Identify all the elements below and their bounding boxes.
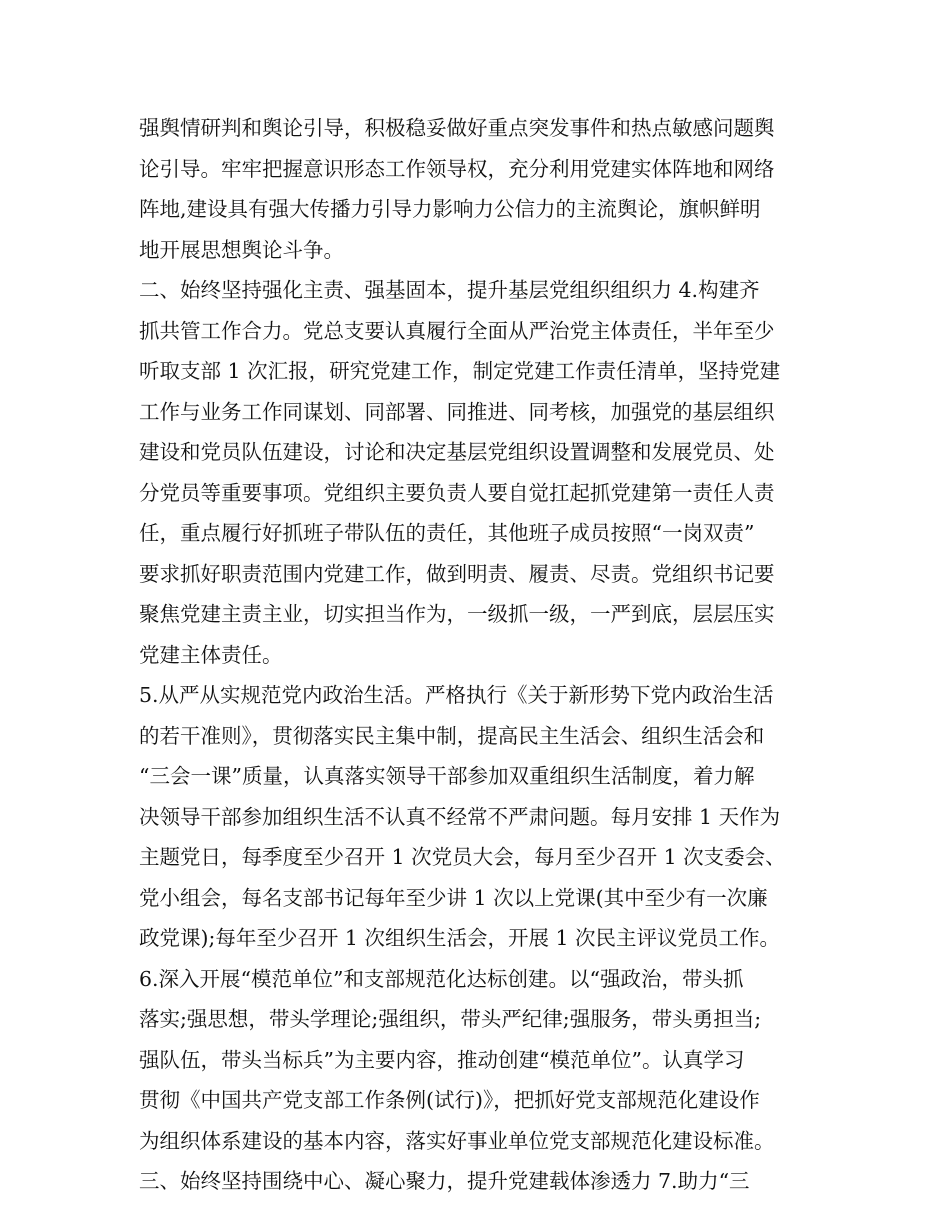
text-line: 落实;强思想，带头学理论;强组织，带头严纪律;强服务，带头勇担当; [139,1007,762,1031]
text-line: 听取支部 1 次汇报，研究党建工作，制定党建工作责任清单，坚持党建 [139,359,781,383]
text-line: 二、始终坚持强化主责、强基固本，提升基层党组织组织力 4.构建齐 [139,278,760,302]
text-line: 决领导干部参加组织生活不认真不经常不严肃问题。每月安排 1 天作为 [139,804,781,829]
text-line: 三、始终坚持围绕中心、凝心聚力，提升党建载体渗透力 7.助力“三 [139,1169,750,1193]
document-body [139,108,819,1202]
text-line: “三会一课”质量，认真落实领导干部参加双重组织生活制度，着力解 [139,764,755,788]
text-line: 阵地,建设具有强大传播力引导力影响力公信力的主流舆论，旗帜鲜明 [139,197,761,221]
text-line: 任，重点履行好抓班子带队伍的责任，其他班子成员按照“一岗双责” [139,521,755,545]
text-line: 地开展思想舆论斗争。 [139,237,344,262]
text-line: 分党员等重要事项。党组织主要负责人要自觉扛起抓党建第一责任人责 [139,480,775,505]
text-line: 为组织体系建设的基本内容，落实好事业单位党支部规范化建设标准。 [139,1128,775,1153]
text-line: 政党课);每年至少召开 1 次组织生活会，开展 1 次民主评议党员工作。 [139,926,781,950]
text-line: 论引导。牢牢把握意识形态工作领导权，充分利用党建实体阵地和网络 [139,156,775,181]
text-line: 要求抓好职责范围内党建工作，做到明责、履责、尽责。党组织书记要 [139,561,775,586]
text-line: 党小组会，每名支部书记每年至少讲 1 次以上党课(其中至少有一次廉 [139,885,768,910]
text-line: 5.从严从实规范党内政治生活。严格执行《关于新形势下党内政治生活 [139,683,774,707]
text-line: 主题党日，每季度至少召开 1 次党员大会，每月至少召开 1 次支委会、 [139,845,786,869]
text-line: 聚焦党建主责主业，切实担当作为，一级抓一级，一严到底，层层压实 [139,602,775,626]
text-line: 党建主体责任。 [139,642,283,667]
text-line: 强队伍，带头当标兵”为主要内容，推动创建“模范单位”。认真学习 [139,1047,745,1072]
text-line: 贯彻《中国共产党支部工作条例(试行)》，把抓好党支部规范化建设作 [139,1088,760,1112]
text-line: 强舆情研判和舆论引导，积极稳妥做好重点突发事件和热点敏感问题舆 [139,116,775,140]
text-line: 6.深入开展“模范单位”和支部规范化达标创建。以“强政治，带头抓 [139,966,744,991]
text-line: 的若干准则》，贯彻落实民主集中制，提高民主生活会、组织生活会和 [139,723,765,748]
text-line: 建设和党员队伍建设，讨论和决定基层党组织设置调整和发展党员、处 [139,440,775,464]
text-line: 抓共管工作合力。党总支要认真履行全面从严治党主体责任，半年至少 [139,318,775,343]
text-line: 工作与业务工作同谋划、同部署、同推进、同考核，加强党的基层组织 [139,399,775,424]
